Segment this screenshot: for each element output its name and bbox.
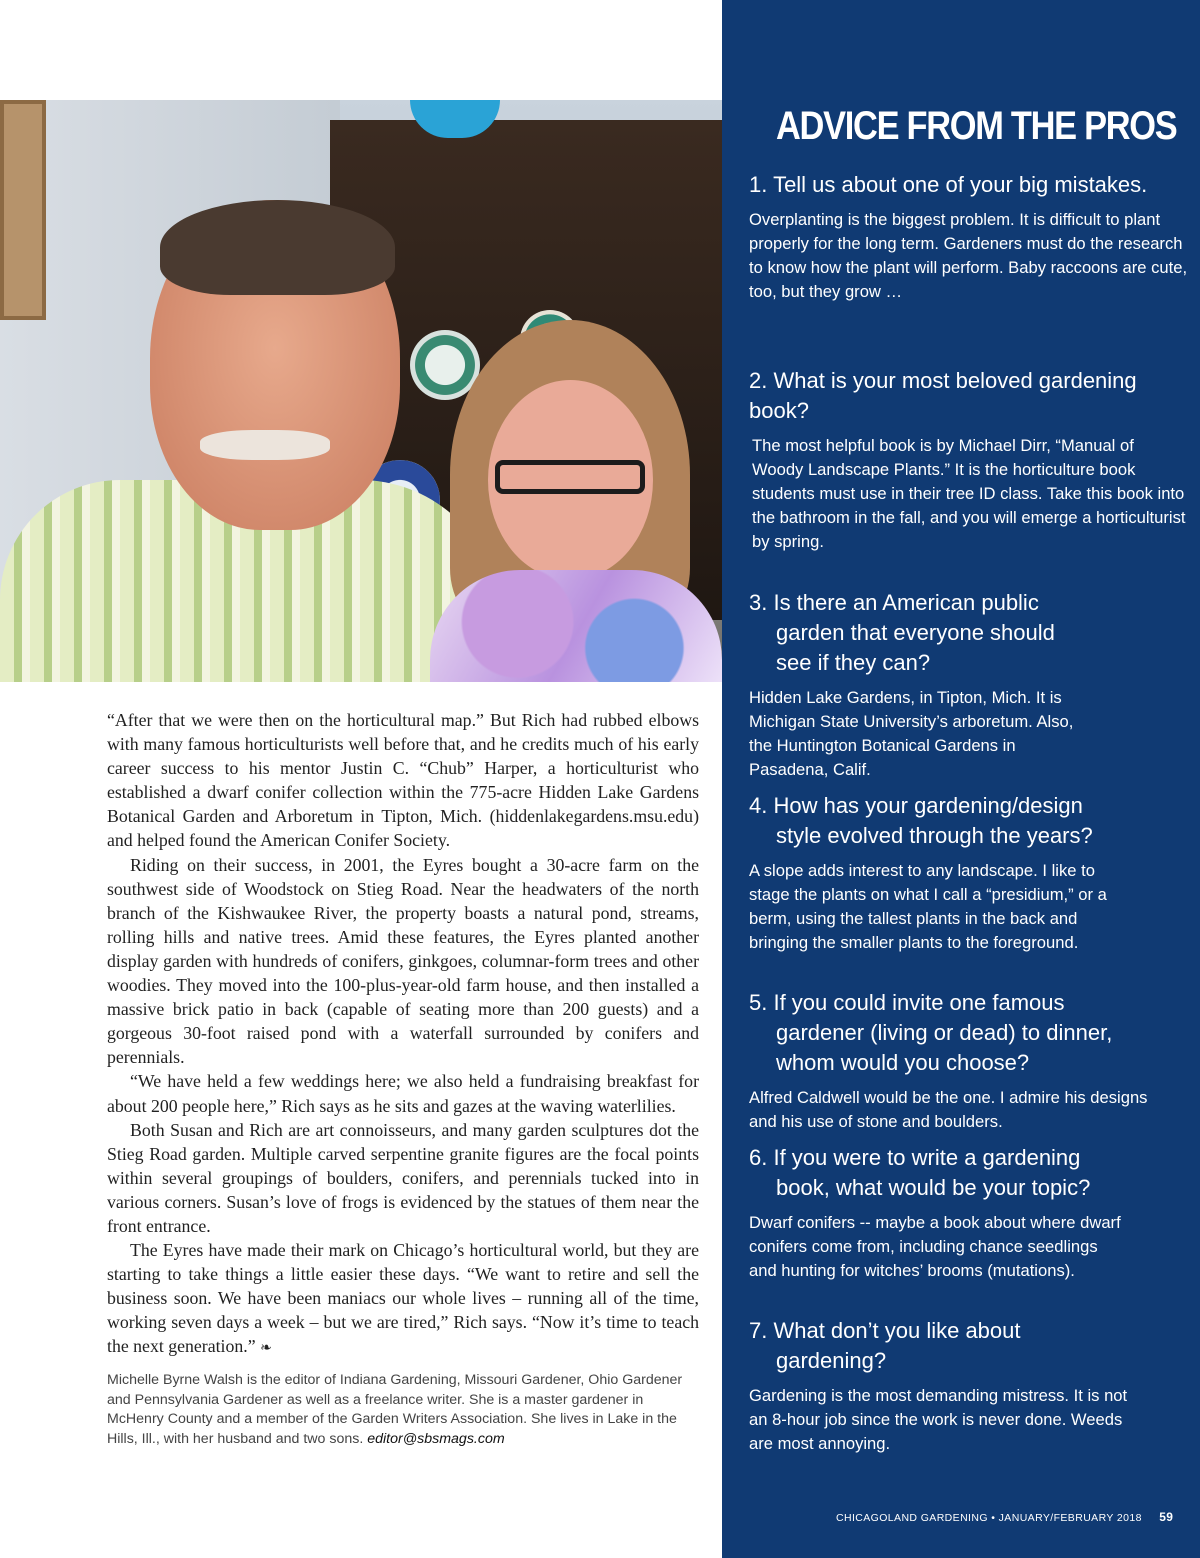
article-paragraph-text: The Eyres have made their mark on Chicago’s horticultural world, but they are starting to take things a little easier these days. “We want to retire and sell the business soon. We have been maniacs our whole lives – running all of the time, working seven days a week – but we are tired,” Rich says. “Now it’s time to teach the next generation.” (107, 1240, 699, 1357)
article-paragraph: “After that we were then on the horticultural map.” But Rich had rubbed elbows with many famous horticulturists well before that, and he credits much of his early career success to his mentor Justin C. “Chub” Harper, a horticulturist who established a dwarf conifer collection within the 775-acre Hidden Lake Gardens Botanical Garden and Arboretum in Tipton, Mich. (hiddenlakegardens.msu.edu) and helped found the American Conifer Society. (107, 710, 699, 851)
qa-answer: Overplanting is the biggest problem. It is difficult to plant properly for the long term. Gardeners must do the research to know how the plant will perform. Baby raccoons are cute, too, but they grow … (749, 210, 1188, 301)
photo-woman-blouse (430, 570, 722, 682)
qa-question: 6. If you were to write a gardening book, what would be your topic? (749, 1145, 1091, 1200)
footer-issue: JANUARY/FEBRUARY 2018 (998, 1512, 1142, 1524)
photo-man-hair (160, 200, 395, 295)
author-email-link[interactable]: editor@sbsmags.com (367, 1430, 505, 1447)
qa-answer: Hidden Lake Gardens, in Tipton, Mich. It is Michigan State University’s arboretum. Also, the Huntington Botanical Gardens in Pasadena, Calif. (749, 688, 1074, 779)
sidebar-title: ADVICE FROM THE PROS (776, 104, 1177, 148)
qa-answer: The most helpful book is by Michael Dirr, “Manual of Woody Landscape Plants.” It is the horticulture book students must use in their tree ID class. Take this book into the bathroom in the fall, and you will emerge a horticulturist by spring. (752, 436, 1186, 551)
qa-answer: Gardening is the most demanding mistress. It is not an 8-hour job since the work is never done. Weeds are most annoying. (749, 1386, 1128, 1453)
qa-question: 1. Tell us about one of your big mistakes. (749, 172, 1148, 197)
photo-man-moustache (200, 430, 330, 460)
page-footer (836, 1510, 1173, 1524)
qa-item-3 (749, 588, 1189, 782)
couple-photo (0, 100, 722, 682)
qa-answer: Alfred Caldwell would be the one. I admire his designs and his use of stone and boulders. (749, 1088, 1148, 1131)
advice-sidebar (722, 0, 1200, 1558)
end-mark-icon: ❧ (260, 1341, 272, 1357)
article-paragraph: Both Susan and Rich are art connoisseurs, and many garden sculptures dot the Stieg Road garden. Multiple carved serpentine granite figures are the focal points within several groupings of boulders, conifers, and perennials tucked into in various corners. Susan’s love of frogs is evidenced by the statues of them near the front entrance. (107, 1119, 699, 1236)
author-bio-text: Michelle Byrne Walsh is the editor of Indiana Gardening, Missouri Gardener, Ohio Gardener and Pennsylvania Gardener as well as a freelance writer. She is a master gardener in McHenry County and a member of the Garden Writers Association. She lives in Lake in the Hills, Ill., with her husband and two sons. (107, 1372, 683, 1447)
qa-item-2 (749, 366, 1189, 554)
qa-question: 2. What is your most beloved gardening book? (749, 368, 1137, 423)
qa-question: 5. If you could invite one famous gardener (living or dead) to dinner, whom would you choose? (749, 990, 1113, 1075)
footer-publication: CHICAGOLAND GARDENING (836, 1512, 988, 1524)
qa-answer: Dwarf conifers -- maybe a book about where dwarf conifers come from, including chance seedlings and hunting for witches’ brooms (mutations). (749, 1213, 1121, 1280)
photo-woman-glasses (495, 460, 645, 494)
qa-item-6 (749, 1143, 1189, 1283)
article-paragraph: Riding on their success, in 2001, the Eyres bought a 30-acre farm on the southwest side of Woodstock on Stieg Road. Near the headwaters of the north branch of the Kishwaukee River, the property boasts a natural pond, streams, rolling hills and native trees. Amid these features, the Eyres planted another display garden with hundreds of conifers, ginkgoes, columnar-form trees and other woodies. They moved into the 100-plus-year-old farm house, and then installed a massive brick patio in back (capable of seating more than 200 guests) and a gorgeous 30-foot raised pond with a waterfall surrounded by conifers and perennials. (107, 854, 699, 1068)
qa-question: 4. How has your gardening/design style evolved through the years? (749, 793, 1093, 848)
author-bio (107, 1371, 699, 1449)
page-number: 59 (1159, 1510, 1174, 1524)
qa-item-5 (749, 988, 1189, 1134)
photo-picture-frame (0, 100, 46, 320)
qa-question: 3. Is there an American public garden that everyone should see if they can? (749, 590, 1055, 675)
qa-item-1 (749, 170, 1189, 304)
footer-separator: • (991, 1512, 996, 1524)
qa-question: 7. What don’t you like about gardening? (749, 1318, 1021, 1373)
qa-answer: A slope adds interest to any landscape. I like to stage the plants on what I call a “presidium,” or a berm, using the tallest plants in the back and bringing the smaller plants to the foreground. (749, 861, 1107, 952)
article-body (107, 708, 699, 1362)
article-paragraph-last (107, 1238, 699, 1361)
qa-item-7 (749, 1316, 1189, 1456)
qa-item-4 (749, 791, 1189, 955)
article-paragraph: “We have held a few weddings here; we also held a fundraising breakfast for about 200 people here,” Rich says as he sits and gazes at the waving waterlilies. (107, 1071, 699, 1116)
